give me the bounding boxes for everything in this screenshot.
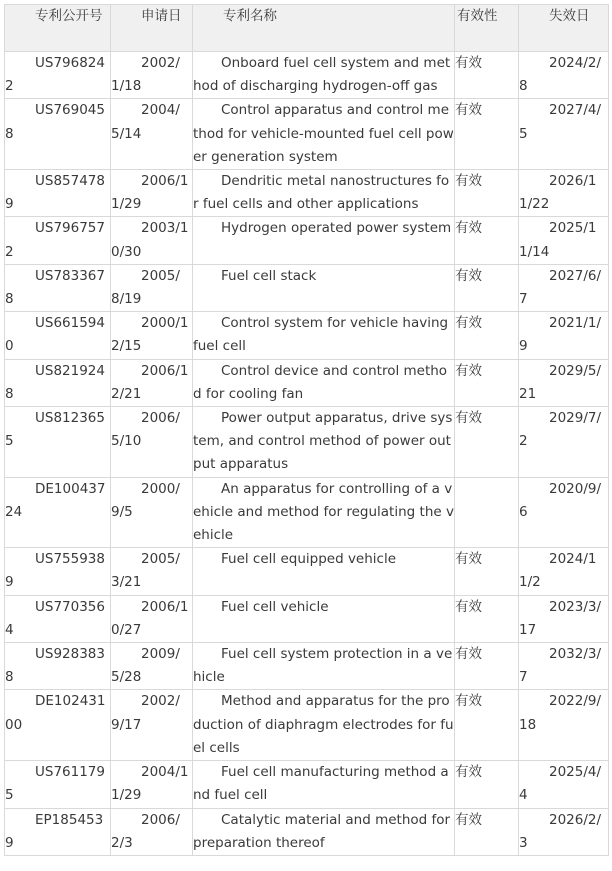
table-row bbox=[5, 477, 609, 548]
publication-number-cell bbox=[5, 477, 111, 548]
table-row bbox=[5, 312, 609, 359]
filing-date: 2003/10/30 bbox=[111, 220, 189, 260]
expiry-date: 2021/1/9 bbox=[519, 315, 602, 355]
publication-number-cell bbox=[5, 170, 111, 217]
expiry-date: 2032/3/7 bbox=[519, 646, 602, 686]
expiry-date-cell bbox=[519, 643, 609, 690]
filing-date-cell bbox=[111, 548, 193, 595]
table-header bbox=[5, 5, 609, 52]
validity-status: 有效 bbox=[455, 811, 482, 828]
patent-title-cell bbox=[193, 548, 455, 595]
header-row bbox=[5, 5, 609, 52]
validity-cell bbox=[455, 312, 519, 359]
patent-title: Control device and control method for cooling fan bbox=[193, 362, 448, 402]
validity-cell bbox=[455, 359, 519, 406]
expiry-date-cell bbox=[519, 359, 609, 406]
validity-cell bbox=[455, 217, 519, 264]
publication-number: US7611795 bbox=[5, 764, 105, 804]
patent-title: Catalytic material and method for preparation thereof bbox=[193, 811, 451, 851]
filing-date-cell bbox=[111, 643, 193, 690]
publication-number: US7967572 bbox=[5, 220, 105, 260]
validity-cell bbox=[455, 761, 519, 808]
filing-date: 2000/12/15 bbox=[111, 315, 189, 355]
patent-title: An apparatus for controlling of a vehicle and method for regulating the vehicle bbox=[193, 480, 454, 544]
filing-date-cell bbox=[111, 217, 193, 264]
validity-status: 有效 bbox=[455, 55, 482, 71]
publication-number: US7559389 bbox=[5, 551, 105, 591]
table-row bbox=[5, 170, 609, 217]
publication-number: US7703564 bbox=[5, 598, 105, 638]
filing-date: 2004/11/29 bbox=[111, 764, 189, 804]
filing-date: 2005/8/19 bbox=[111, 267, 180, 308]
table-row bbox=[5, 761, 609, 808]
patent-title-cell bbox=[193, 643, 455, 690]
filing-date: 2000/9/5 bbox=[111, 480, 180, 520]
validity-cell bbox=[455, 52, 519, 99]
publication-number-cell bbox=[5, 52, 111, 99]
publication-number-cell bbox=[5, 359, 111, 406]
expiry-date: 2027/6/7 bbox=[519, 267, 602, 308]
table-row bbox=[5, 643, 609, 690]
expiry-date: 2024/11/2 bbox=[519, 551, 597, 591]
expiry-date-cell bbox=[519, 595, 609, 642]
publication-number: US6615940 bbox=[5, 315, 105, 355]
validity-cell bbox=[455, 548, 519, 595]
validity-status: 有效 bbox=[455, 173, 482, 190]
validity-cell bbox=[455, 264, 519, 311]
publication-number-cell bbox=[5, 312, 111, 359]
patent-title: Dendritic metal nanostructures for fuel cells and other applications bbox=[193, 173, 450, 213]
expiry-date-cell bbox=[519, 548, 609, 595]
publication-number: US8219248 bbox=[5, 362, 105, 402]
publication-number: US7833678 bbox=[5, 267, 105, 308]
expiry-date: 2026/2/3 bbox=[519, 811, 602, 851]
patent-title: Fuel cell system protection in a vehicle bbox=[193, 646, 453, 686]
header-expiry-date: 失效日 bbox=[519, 5, 609, 52]
patent-title: Hydrogen operated power system bbox=[221, 220, 452, 237]
filing-date-cell bbox=[111, 477, 193, 548]
filing-date-cell bbox=[111, 761, 193, 808]
filing-date-cell bbox=[111, 808, 193, 855]
patent-title: Control apparatus and control method for vehicle-mounted fuel cell power generation system bbox=[193, 102, 454, 165]
filing-date-cell bbox=[111, 99, 193, 170]
table-row bbox=[5, 217, 609, 264]
header-patent-title: 专利名称 bbox=[193, 5, 455, 52]
publication-number-cell bbox=[5, 407, 111, 478]
header-publication-number: 专利公开号 bbox=[5, 5, 111, 52]
patent-title-cell bbox=[193, 99, 455, 170]
expiry-date: 2024/2/8 bbox=[519, 55, 602, 95]
publication-number: DE10043724 bbox=[5, 480, 106, 520]
validity-status: 有效 bbox=[455, 764, 482, 781]
filing-date: 2006/5/10 bbox=[111, 410, 180, 450]
expiry-date-cell bbox=[519, 690, 609, 761]
patent-title-cell bbox=[193, 217, 455, 264]
patent-title-cell bbox=[193, 264, 455, 311]
publication-number: EP1854539 bbox=[5, 811, 104, 851]
expiry-date: 2025/11/14 bbox=[519, 220, 597, 260]
publication-number: DE10243100 bbox=[5, 693, 106, 733]
validity-status: 有效 bbox=[455, 362, 482, 379]
filing-date-cell bbox=[111, 170, 193, 217]
filing-date: 2006/2/3 bbox=[111, 811, 180, 851]
filing-date: 2006/11/29 bbox=[111, 173, 189, 213]
table-row bbox=[5, 808, 609, 855]
patent-title: Method and apparatus for the production of diaphragm electrodes for fuel cells bbox=[193, 693, 454, 756]
validity-cell bbox=[455, 643, 519, 690]
validity-status: 有效 bbox=[455, 410, 482, 427]
publication-number-cell bbox=[5, 217, 111, 264]
expiry-date: 2026/11/22 bbox=[519, 173, 597, 213]
validity-status: 有效 bbox=[455, 551, 482, 568]
expiry-date-cell bbox=[519, 761, 609, 808]
patent-title: Fuel cell manufacturing method and fuel cell bbox=[193, 764, 449, 804]
validity-cell bbox=[455, 595, 519, 642]
validity-status: 有效 bbox=[455, 646, 482, 663]
filing-date: 2004/5/14 bbox=[111, 102, 180, 142]
filing-date-cell bbox=[111, 359, 193, 406]
patent-title-cell bbox=[193, 52, 455, 99]
validity-cell bbox=[455, 170, 519, 217]
filing-date: 2002/1/18 bbox=[111, 55, 180, 95]
patent-title: Power output apparatus, drive system, and control method of power output apparatus bbox=[193, 410, 453, 473]
publication-number: US9283838 bbox=[5, 646, 105, 686]
patent-title: Fuel cell stack bbox=[221, 267, 317, 284]
table-body bbox=[5, 52, 609, 856]
expiry-date-cell bbox=[519, 312, 609, 359]
expiry-date-cell bbox=[519, 477, 609, 548]
patent-title-cell bbox=[193, 312, 455, 359]
expiry-date: 2025/4/4 bbox=[519, 764, 602, 804]
validity-status: 有效 bbox=[455, 598, 482, 615]
patent-title-cell bbox=[193, 761, 455, 808]
validity-status: 有效 bbox=[455, 315, 482, 332]
expiry-date-cell bbox=[519, 99, 609, 170]
patent-table bbox=[4, 4, 609, 856]
validity-status: 有效 bbox=[455, 220, 482, 237]
filing-date-cell bbox=[111, 312, 193, 359]
validity-cell bbox=[455, 477, 519, 548]
validity-status: 有效 bbox=[455, 267, 482, 284]
table-row bbox=[5, 52, 609, 99]
publication-number-cell bbox=[5, 99, 111, 170]
patent-title-cell bbox=[193, 690, 455, 761]
patent-title-cell bbox=[193, 170, 455, 217]
expiry-date: 2029/7/2 bbox=[519, 410, 602, 450]
validity-status: 有效 bbox=[455, 693, 482, 710]
filing-date: 2006/10/27 bbox=[111, 598, 189, 638]
patent-title: Fuel cell vehicle bbox=[221, 598, 329, 615]
patent-title-cell bbox=[193, 359, 455, 406]
table-row bbox=[5, 359, 609, 406]
publication-number: US7690458 bbox=[5, 102, 105, 142]
publication-number: US8123655 bbox=[5, 410, 105, 450]
expiry-date-cell bbox=[519, 217, 609, 264]
expiry-date: 2020/9/6 bbox=[519, 480, 602, 520]
expiry-date: 2029/5/21 bbox=[519, 362, 602, 402]
patent-title-cell bbox=[193, 808, 455, 855]
publication-number-cell bbox=[5, 690, 111, 761]
filing-date-cell bbox=[111, 690, 193, 761]
patent-title: Onboard fuel cell system and method of discharging hydrogen-off gas bbox=[193, 55, 451, 95]
patent-title-cell bbox=[193, 477, 455, 548]
validity-cell bbox=[455, 690, 519, 761]
filing-date-cell bbox=[111, 52, 193, 99]
filing-date: 2005/3/21 bbox=[111, 551, 180, 591]
table-row bbox=[5, 690, 609, 761]
publication-number-cell bbox=[5, 595, 111, 642]
filing-date: 2006/12/21 bbox=[111, 362, 189, 402]
table-row bbox=[5, 407, 609, 478]
table-row bbox=[5, 595, 609, 642]
patent-title: Fuel cell equipped vehicle bbox=[221, 551, 397, 568]
publication-number: US7968242 bbox=[5, 55, 105, 95]
patent-title: Control system for vehicle having fuel cell bbox=[193, 315, 449, 355]
expiry-date-cell bbox=[519, 407, 609, 478]
filing-date-cell bbox=[111, 407, 193, 478]
patent-title-cell bbox=[193, 595, 455, 642]
table-row bbox=[5, 99, 609, 170]
filing-date: 2009/5/28 bbox=[111, 646, 180, 686]
filing-date-cell bbox=[111, 595, 193, 642]
expiry-date: 2023/3/17 bbox=[519, 598, 602, 638]
publication-number-cell bbox=[5, 548, 111, 595]
expiry-date-cell bbox=[519, 808, 609, 855]
header-validity: 有效性 bbox=[455, 5, 519, 52]
filing-date: 2002/9/17 bbox=[111, 693, 180, 733]
validity-cell bbox=[455, 99, 519, 170]
publication-number-cell bbox=[5, 761, 111, 808]
filing-date-cell bbox=[111, 264, 193, 311]
expiry-date: 2022/9/18 bbox=[519, 693, 602, 733]
table-row bbox=[5, 264, 609, 311]
expiry-date: 2027/4/5 bbox=[519, 102, 602, 142]
publication-number: US8574789 bbox=[5, 173, 105, 213]
validity-cell bbox=[455, 808, 519, 855]
publication-number-cell bbox=[5, 264, 111, 311]
table-row bbox=[5, 548, 609, 595]
header-filing-date: 申请日 bbox=[111, 5, 193, 52]
expiry-date-cell bbox=[519, 170, 609, 217]
publication-number-cell bbox=[5, 643, 111, 690]
publication-number-cell bbox=[5, 808, 111, 855]
validity-status: 有效 bbox=[455, 102, 482, 119]
expiry-date-cell bbox=[519, 264, 609, 311]
patent-title-cell bbox=[193, 407, 455, 478]
expiry-date-cell bbox=[519, 52, 609, 99]
validity-cell bbox=[455, 407, 519, 478]
